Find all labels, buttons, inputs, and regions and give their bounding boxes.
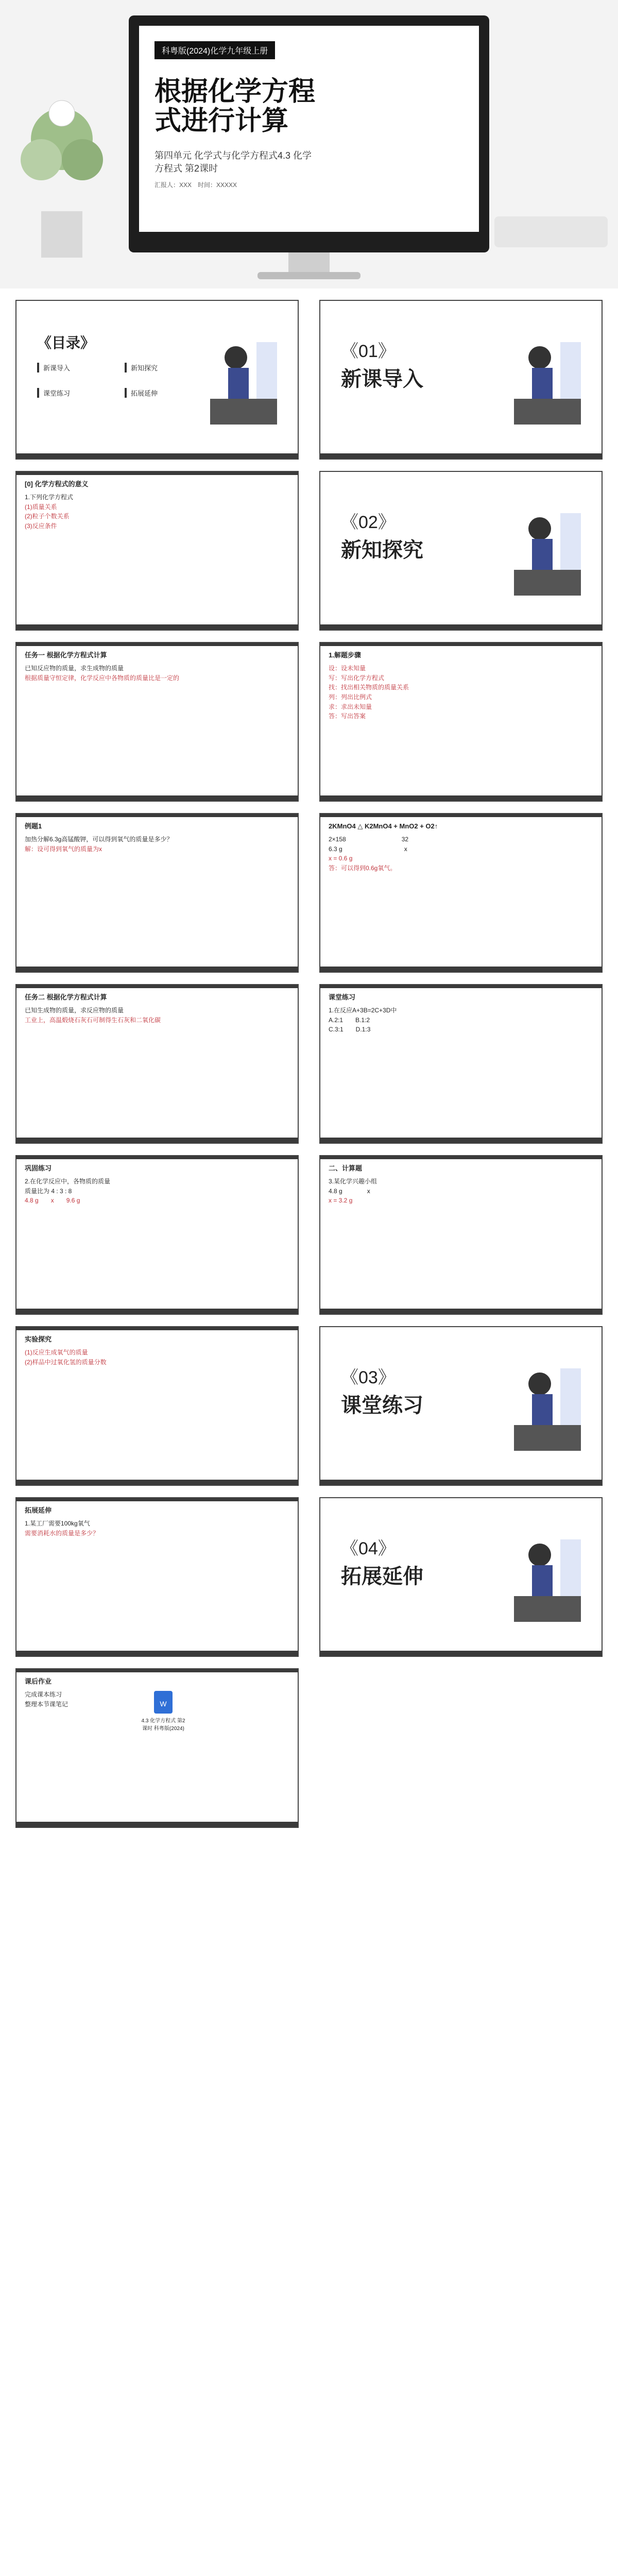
slide-row xyxy=(0,1155,618,1315)
lab-scientist-icon xyxy=(504,1348,591,1456)
toc-slide xyxy=(15,300,299,460)
slide-row xyxy=(0,1326,618,1486)
slide-line: 质量比为 4 : 3 : 8 xyxy=(25,1187,72,1195)
slide-line: 答：可以得到0.6g氧气。 xyxy=(329,864,397,872)
slide-top-bar xyxy=(320,985,602,988)
download-label: 4.3 化学方程式 第2课时 科粤版(2024) xyxy=(141,1718,185,1732)
slide-footer-bar xyxy=(320,1651,602,1656)
section-number: 《02》 xyxy=(341,513,396,532)
slide-line: C.3:1 D.1:3 xyxy=(329,1026,371,1033)
section-number: 《04》 xyxy=(341,1539,396,1558)
slide-heading: 实验探究 xyxy=(25,1335,52,1343)
plant-icon xyxy=(10,77,113,263)
slide-footer-bar xyxy=(16,967,298,972)
content-slide xyxy=(15,642,299,802)
section-number: 《03》 xyxy=(341,1368,396,1387)
slide-top-bar xyxy=(16,1498,298,1501)
slide-footer-bar xyxy=(320,624,602,630)
slide-heading: 巩固练习 xyxy=(25,1164,52,1172)
slide-heading: 二、计算题 xyxy=(329,1164,363,1172)
content-slide xyxy=(319,1155,603,1315)
slide-line: 4.8 g x xyxy=(329,1187,370,1195)
slide-line: 根据质量守恒定律，化学反应中各物质的质量比是一定的 xyxy=(25,674,180,682)
page-subtitle: 第四单元 化学式与化学方程式4.3 化学方程式 第2课时 xyxy=(154,150,312,174)
slide-line: A.2:1 B.1:2 xyxy=(329,1016,370,1024)
slide-heading: 拓展延伸 xyxy=(25,1506,52,1514)
content-slide xyxy=(15,1326,299,1486)
slide-top-bar xyxy=(16,985,298,988)
toc-item[interactable]: 拓展延伸 xyxy=(125,388,202,398)
section-name: 新课导入 xyxy=(341,368,423,391)
blank-slide xyxy=(319,1668,603,1828)
hero-slide xyxy=(0,0,618,289)
slide-footer-bar xyxy=(320,795,602,801)
slide-line: (3)反应条件 xyxy=(25,522,57,530)
slide-row xyxy=(0,471,618,631)
slide-line: x = 0.6 g xyxy=(329,855,353,862)
slide-footer-bar xyxy=(320,967,602,972)
slide-line: x = 3.2 g xyxy=(329,1197,353,1205)
slide-top-bar xyxy=(320,1156,602,1159)
slide-line: 找：找出相关物质的质量关系 xyxy=(329,684,409,691)
section-name: 课堂练习 xyxy=(341,1394,423,1417)
content-slide xyxy=(15,1155,299,1315)
slide-footer-bar xyxy=(16,1138,298,1143)
content-slide xyxy=(15,813,299,973)
slide-line: 设：设未知量 xyxy=(329,665,366,672)
toc-item[interactable]: 课堂练习 xyxy=(37,388,114,398)
slide-footer-bar xyxy=(320,1309,602,1314)
section-slide xyxy=(319,300,603,460)
slide-top-bar xyxy=(320,814,602,817)
slide-line: (2)样品中过氧化氢的质量分数 xyxy=(25,1358,107,1366)
slide-heading: 2KMnO4 △ K2MnO4 + MnO2 + O2↑ xyxy=(329,822,438,830)
slide-top-bar xyxy=(16,1327,298,1330)
slide-footer-bar xyxy=(16,1822,298,1827)
slide-line: (1)质量关系 xyxy=(25,503,57,511)
svg-text:W: W xyxy=(160,1700,167,1708)
slide-line: 求：求出未知量 xyxy=(329,703,372,710)
toc-item[interactable]: 新知探究 xyxy=(125,363,202,372)
slide-footer-bar xyxy=(16,624,298,630)
section-slide xyxy=(319,1497,603,1657)
lab-scientist-icon xyxy=(504,321,591,430)
slide-top-bar xyxy=(16,1669,298,1672)
lab-scientist-icon xyxy=(504,1519,591,1627)
presenter-info: 汇报人：XXX 时间：XXXXX xyxy=(154,181,237,189)
content-slide xyxy=(319,984,603,1144)
section-number: 《01》 xyxy=(341,342,396,361)
slide-top-bar xyxy=(16,472,298,475)
content-slide xyxy=(15,1497,299,1657)
slide-line: 加热分解6.3g高锰酸钾，可以得到氧气的质量是多少？ xyxy=(25,836,173,843)
monitor-stand xyxy=(288,252,330,273)
slide-footer-bar xyxy=(320,453,602,459)
slide-line: 需要消耗水的质量是多少？ xyxy=(25,1529,99,1537)
slide-footer-bar xyxy=(16,1651,298,1656)
slide-line: 4.8 g x 9.6 g xyxy=(25,1197,80,1205)
slide-footer-bar xyxy=(16,1309,298,1314)
file-icon xyxy=(153,1690,174,1715)
slide-line: 工业上，高温煅烧石灰石可制得生石灰和二氧化碳 xyxy=(25,1016,161,1024)
slide-line: 整理本节课笔记 xyxy=(25,1700,68,1708)
slide-footer-bar xyxy=(16,1480,298,1485)
slide-line: 6.3 g x xyxy=(329,845,407,853)
slide-line: 1.下列化学方程式 xyxy=(25,494,74,501)
content-slide xyxy=(319,642,603,802)
toc-item[interactable]: 新课导入 xyxy=(37,363,114,372)
slide-heading: 任务一 根据化学方程式计算 xyxy=(25,651,107,659)
slide-line: 3.某化学兴趣小组 xyxy=(329,1178,377,1185)
slide-line: 解：设可得到氧气的质量为x xyxy=(25,845,102,853)
toc-title: 《目录》 xyxy=(37,335,95,351)
slide-row xyxy=(0,1497,618,1657)
slide-line: 完成课本练习 xyxy=(25,1691,62,1699)
slide-line: (2)粒子个数关系 xyxy=(25,513,70,520)
slide-row xyxy=(0,813,618,973)
slide-top-bar xyxy=(320,643,602,646)
slide-heading: 课后作业 xyxy=(25,1677,52,1685)
content-slide xyxy=(15,984,299,1144)
content-slide xyxy=(15,1668,299,1828)
section-slide xyxy=(319,1326,603,1486)
keyboard xyxy=(494,216,608,247)
slide-line: (1)反应生成氧气的质量 xyxy=(25,1349,88,1357)
slide-heading: [0] 化学方程式的意义 xyxy=(25,480,89,488)
slide-top-bar xyxy=(16,814,298,817)
slide-footer-bar xyxy=(16,453,298,459)
content-slide xyxy=(15,471,299,631)
slide-line: 2.在化学反应中，各物质的质量 xyxy=(25,1178,111,1185)
slide-line: 2×158 32 xyxy=(329,836,409,843)
slide-heading: 1.解题步骤 xyxy=(329,651,361,659)
slide-row xyxy=(0,300,618,460)
section-name: 新知探究 xyxy=(341,539,423,562)
slide-top-bar xyxy=(16,1156,298,1159)
slide-footer-bar xyxy=(320,1480,602,1485)
slide-line: 1.某工厂需要100kg氧气 xyxy=(25,1520,90,1528)
slide-line: 1.在反应A+3B=2C+3D中 xyxy=(329,1007,397,1014)
section-slide xyxy=(319,471,603,631)
slide-row xyxy=(0,1668,618,1828)
content-slide xyxy=(319,813,603,973)
slide-heading: 课堂练习 xyxy=(329,993,356,1001)
section-name: 拓展延伸 xyxy=(341,1565,423,1588)
grade-tag: 科粤版(2024)化学九年级上册 xyxy=(154,41,275,59)
slide-line: 列：列出比例式 xyxy=(329,693,372,701)
slide-heading: 任务二 根据化学方程式计算 xyxy=(25,993,107,1001)
slide-line: 答：写出答案 xyxy=(329,713,366,720)
slide-line: 已知生成物的质量，求反应物的质量 xyxy=(25,1007,124,1014)
monitor-base xyxy=(258,272,360,279)
slide-line: 已知反应物的质量，求生成物的质量 xyxy=(25,665,124,672)
slide-top-bar xyxy=(16,643,298,646)
toc-list xyxy=(37,363,202,398)
slide-footer-bar xyxy=(16,795,298,801)
slide-heading: 例题1 xyxy=(25,822,42,830)
download-file[interactable] xyxy=(140,1690,186,1732)
slide-row xyxy=(0,642,618,802)
slide-row xyxy=(0,984,618,1144)
slide-line: 写：写出化学方程式 xyxy=(329,674,385,682)
lab-scientist-icon xyxy=(504,493,591,601)
page-title: 根据化学方程式进行计算 xyxy=(154,77,316,137)
slide-footer-bar xyxy=(320,1138,602,1143)
lab-scientist-icon xyxy=(200,321,287,430)
